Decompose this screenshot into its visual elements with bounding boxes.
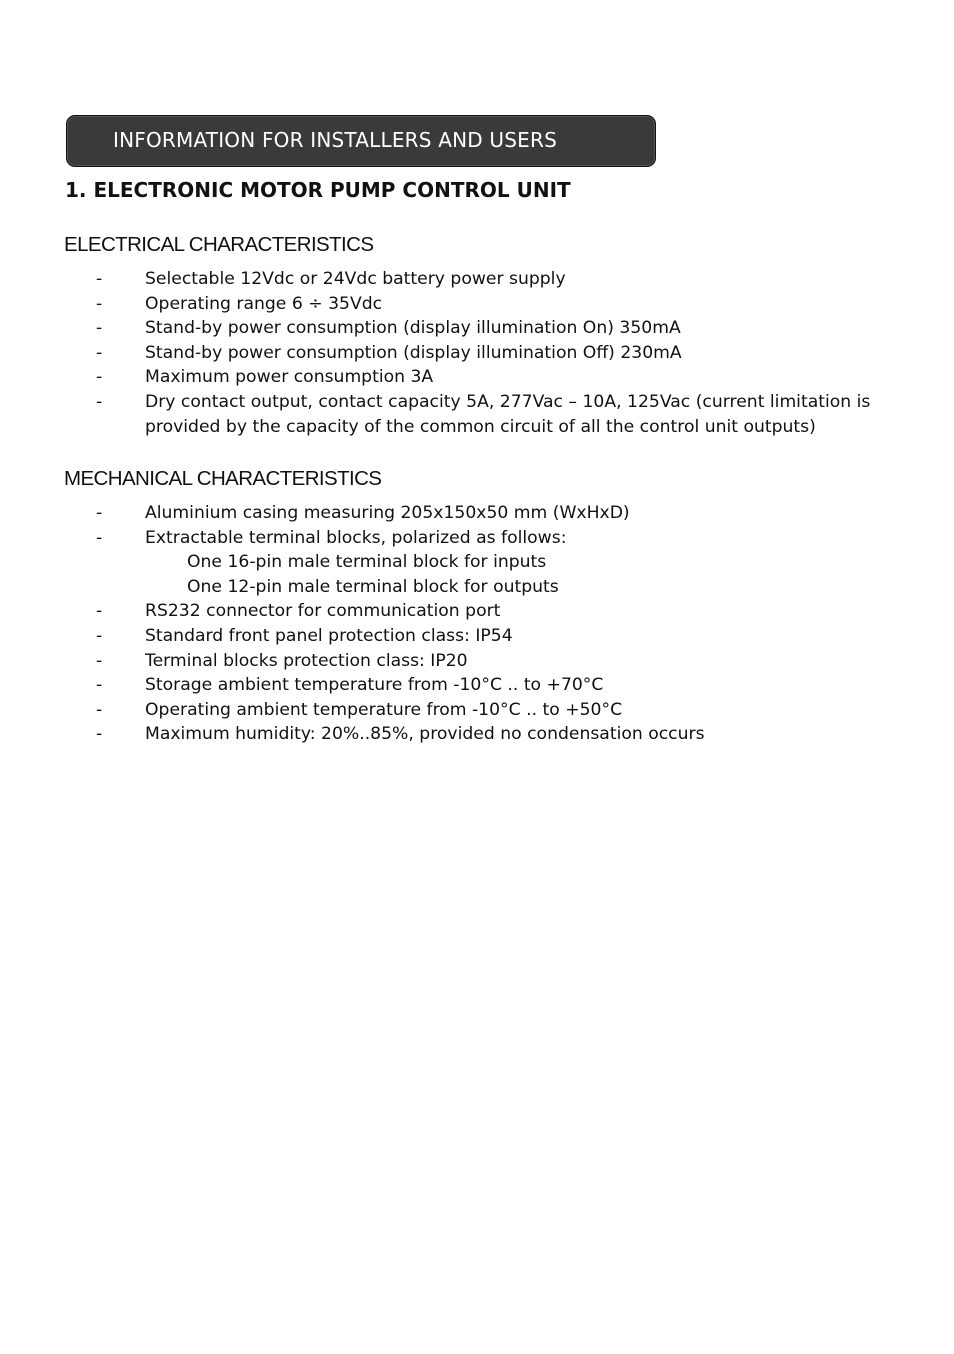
item-text: Standard front panel protection class: IP54: [145, 625, 513, 646]
item-text: Stand-by power consumption (display illumination On) 350mA: [145, 318, 681, 339]
item-text: Operating range 6 ÷ 35Vdc: [145, 293, 383, 314]
mechanical-heading: MECHANICAL CHARACTERISTICS: [64, 467, 382, 490]
item-text: Operating ambient temperature from -10°C .. to +50°C: [145, 699, 623, 720]
bullet-dash: -: [96, 269, 103, 289]
bullet-dash: -: [96, 625, 103, 646]
sub-item-text: One 16-pin male terminal block for inputs: [187, 552, 547, 573]
list-item: [0, 649, 954, 674]
list-item: [0, 526, 954, 551]
banner-title: INFORMATION FOR INSTALLERS AND USERS: [113, 128, 557, 152]
item-text: Stand-by power consumption (display illumination Off) 230mA: [145, 342, 682, 363]
list-item: [0, 673, 954, 698]
bullet-dash: -: [96, 342, 103, 363]
item-text: Maximum power consumption 3A: [145, 367, 434, 388]
item-text: Extractable terminal blocks, polarized as follows:: [145, 527, 567, 548]
header-banner: [66, 115, 656, 167]
mechanical-list: [0, 501, 954, 747]
item-text: Terminal blocks protection class: IP20: [145, 650, 468, 671]
bullet-dash: -: [96, 675, 103, 696]
bullet-dash: -: [96, 527, 103, 548]
bullet-dash: -: [96, 699, 103, 720]
bullet-dash: -: [96, 391, 103, 412]
item-text: Maximum humidity: 20%..85%, provided no condensation occurs: [145, 724, 705, 745]
electrical-heading: ELECTRICAL CHARACTERISTICS: [64, 233, 374, 256]
list-item: [0, 501, 954, 526]
sub-list-item: [0, 575, 954, 600]
bullet-dash: -: [96, 367, 103, 388]
item-text: Aluminium casing measuring 205x150x50 mm (WxHxD): [145, 503, 630, 523]
list-item: [0, 341, 954, 366]
electrical-list: [0, 267, 954, 439]
sub-list-item: [0, 550, 954, 575]
list-item: [0, 292, 954, 317]
bullet-dash: -: [96, 293, 103, 314]
section-title: 1. ELECTRONIC MOTOR PUMP CONTROL UNIT: [65, 178, 571, 202]
bullet-dash: -: [96, 318, 103, 339]
list-item: [0, 316, 954, 341]
list-item: [0, 599, 954, 624]
item-text: Storage ambient temperature from -10°C .. to +70°C: [145, 675, 604, 696]
bullet-dash: -: [96, 601, 103, 622]
bullet-dash: -: [96, 650, 103, 671]
item-text: Selectable 12Vdc or 24Vdc battery power supply: [145, 269, 566, 289]
list-item: [0, 722, 954, 747]
list-item: [0, 365, 954, 390]
bullet-dash: -: [96, 503, 103, 523]
item-text: RS232 connector for communication port: [145, 601, 501, 622]
item-text: Dry contact output, contact capacity 5A, 277Vac – 10A, 125Vac (current limitation is provided by the capacity of the common circuit of all the control unit outputs): [145, 391, 871, 437]
list-item: [0, 698, 954, 723]
list-item: [0, 390, 954, 439]
list-item: [0, 624, 954, 649]
bullet-dash: -: [96, 724, 103, 745]
sub-item-text: One 12-pin male terminal block for outputs: [187, 576, 559, 597]
list-item: [0, 267, 954, 292]
